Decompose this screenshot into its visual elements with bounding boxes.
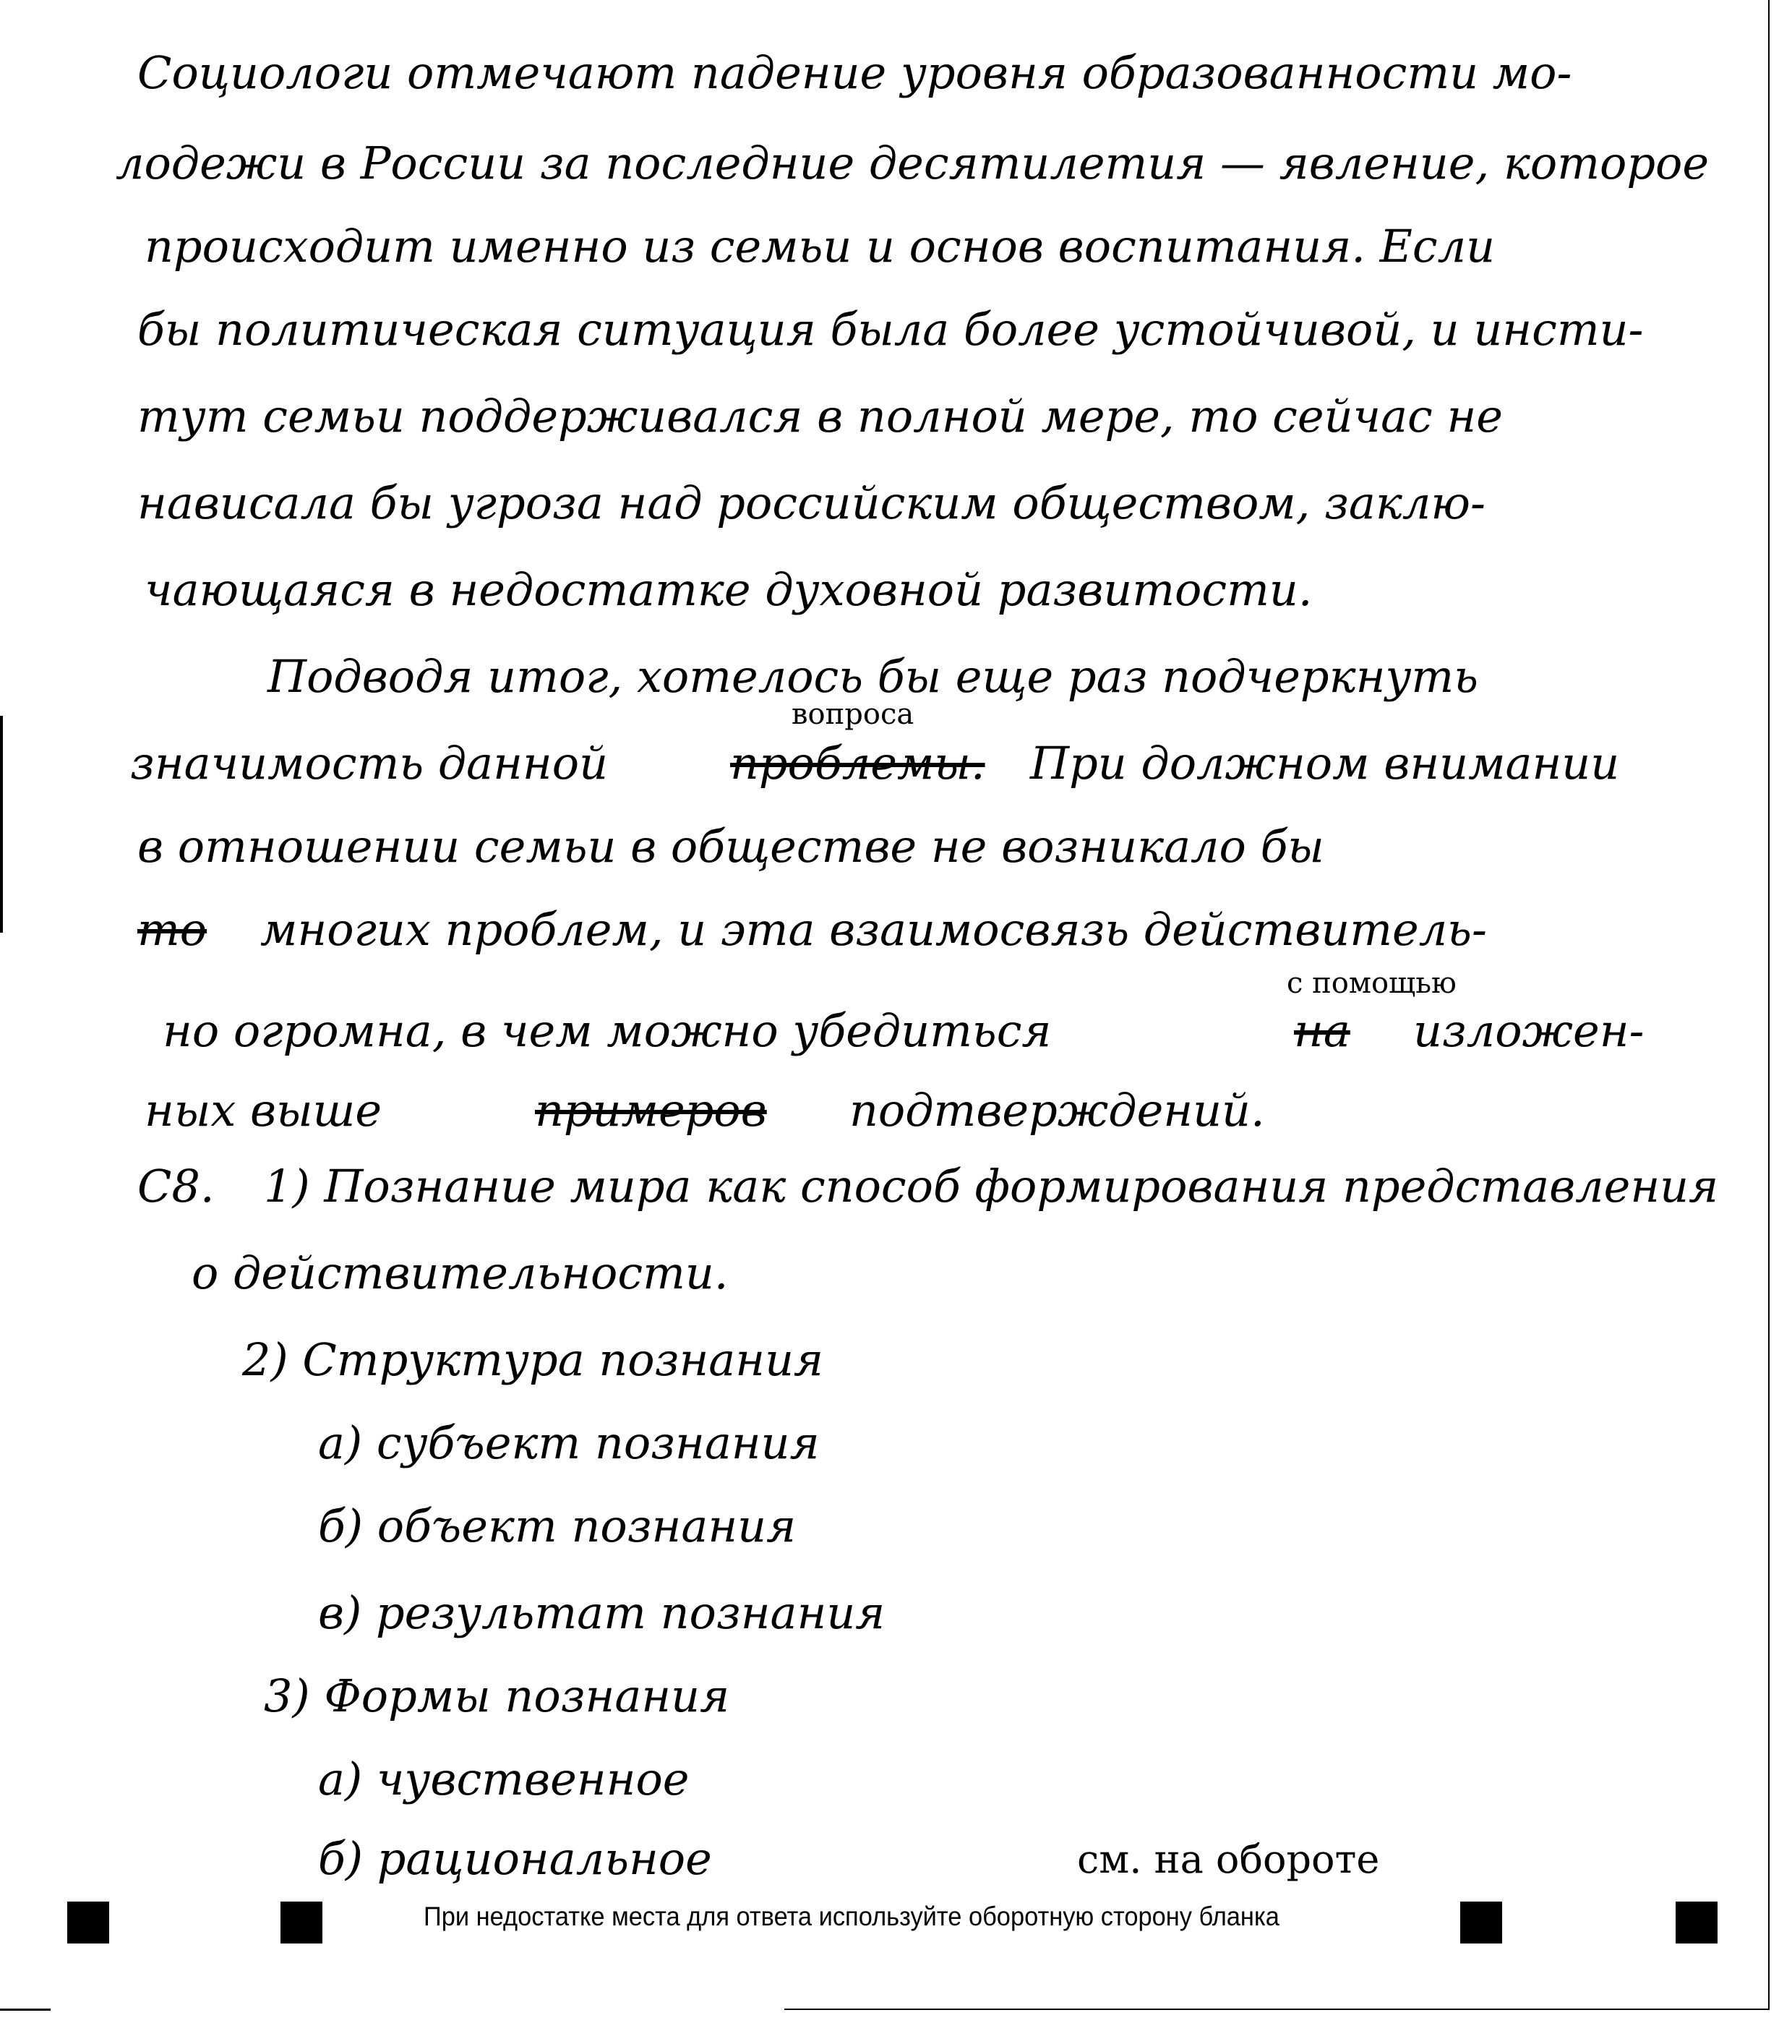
plan-item-2c: в) результат познания xyxy=(318,1586,886,1639)
struck-word-to: то xyxy=(137,903,207,956)
essay-line-7: чающаяся в недостатке духовной развитости. xyxy=(145,563,1313,616)
plan-item-2b: б) объект познания xyxy=(318,1500,797,1552)
essay-line-11: многих проблем, и эта взаимосвязь действитель- xyxy=(260,903,1487,956)
inserted-word-voprosa: вопроса xyxy=(792,698,914,731)
scan-marker-right-outer xyxy=(1676,1902,1718,1943)
essay-line-9-start: значимость данной xyxy=(130,737,609,790)
plan-item-1: 1) Познание мира как способ формирования представления xyxy=(264,1160,1719,1213)
essay-line-6: нависала бы угроза над российским обществом, заклю- xyxy=(137,476,1486,529)
essay-line-12-start: но огромна, в чем можно убедиться xyxy=(163,1004,1052,1057)
inserted-words-s-pomoshchyu: с помощью xyxy=(1287,967,1457,1000)
essay-line-1: Социологи отмечают падение уровня образованности мо- xyxy=(137,46,1572,99)
plan-item-2a: а) субъект познания xyxy=(318,1416,820,1469)
essay-line-4: бы политическая ситуация была более устойчивой, и инсти- xyxy=(137,303,1644,356)
essay-line-8: Подводя итог, хотелось бы еще раз подчеркнуть xyxy=(267,650,1478,703)
page-border-bottom xyxy=(784,2009,1770,2010)
plan-item-2: 2) Структура познания xyxy=(242,1333,824,1386)
scan-marker-left-inner xyxy=(280,1902,322,1943)
footer-instruction: При недостатке места для ответа используйте оборотную сторону бланка xyxy=(424,1902,1279,1931)
essay-line-5: тут семьи поддерживался в полной мере, то сейчас не xyxy=(137,390,1504,442)
plan-item-3: 3) Формы познания xyxy=(264,1669,730,1722)
page-border-right xyxy=(1768,0,1770,2010)
plan-item-1-continued: о действительности. xyxy=(192,1247,729,1299)
essay-line-13-start: ных выше xyxy=(145,1084,382,1137)
scan-marker-left-outer xyxy=(67,1902,109,1943)
plan-item-3a: а) чувственное xyxy=(318,1753,690,1805)
struck-word-na: на xyxy=(1294,1004,1350,1057)
struck-word-problemy: проблемы. xyxy=(730,737,985,790)
essay-line-3: происходит именно из семьи и основ воспитания. Если xyxy=(145,220,1496,273)
margin-tick-left xyxy=(0,716,3,933)
essay-line-10: в отношении семьи в обществе не возникало бы xyxy=(137,820,1324,873)
essay-line-2: лодежи в России за последние десятилетия — явление, которое xyxy=(116,137,1710,189)
margin-tick-bottom xyxy=(0,2009,51,2011)
essay-line-13-end: подтверждений. xyxy=(849,1084,1265,1137)
essay-line-9-end: При должном внимании xyxy=(1030,737,1620,790)
see-back-note: см. на обороте xyxy=(1077,1836,1380,1882)
struck-word-primerov: примеров xyxy=(535,1084,767,1137)
essay-line-12-end: изложен- xyxy=(1413,1004,1645,1057)
plan-item-3b: б) рациональное xyxy=(318,1832,712,1885)
task-number: С8. xyxy=(137,1160,215,1213)
scan-marker-right-inner xyxy=(1460,1902,1502,1943)
